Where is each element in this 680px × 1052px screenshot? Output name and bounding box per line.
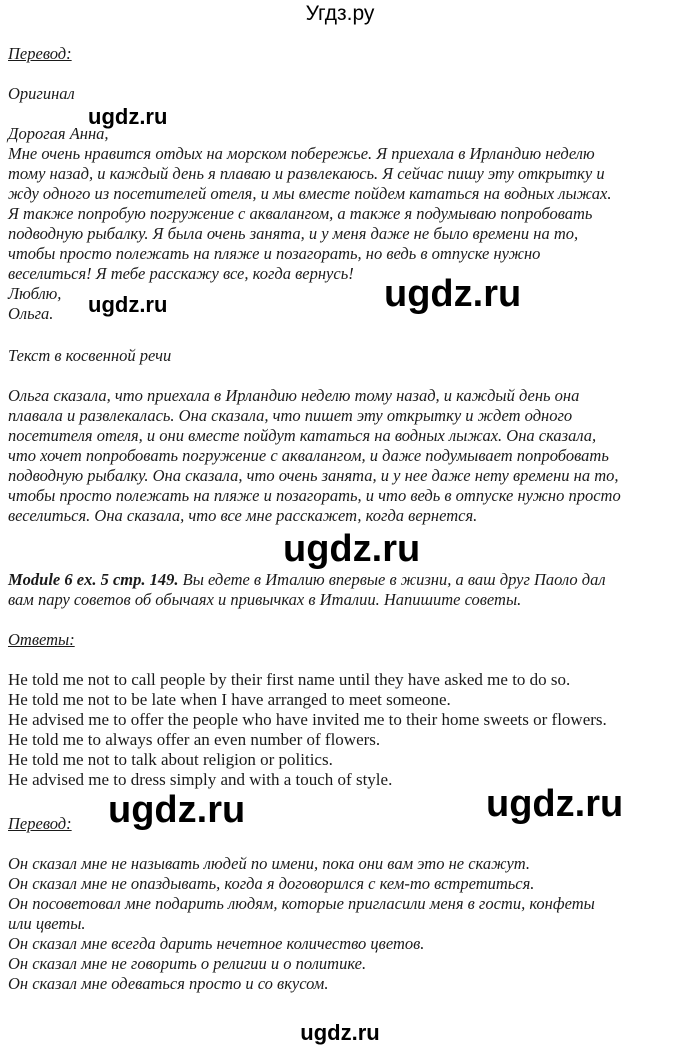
letter-line: тому назад, и каждый день я плаваю и развлекаюсь. Я сейчас пишу эту открытку и	[8, 164, 605, 183]
letter-line: Мне очень нравится отдых на морском побережье. Я приехала в Ирландию неделю	[8, 144, 595, 163]
reported-line: плавала и развлекалась. Она сказала, что пишет эту открытку и ждет одного	[8, 406, 573, 425]
reported-line: Ольга сказала, что приехала в Ирландию неделю тому назад, и каждый день она	[8, 386, 580, 405]
task-label: Module 6 ex. 5 стр. 149.	[8, 570, 179, 589]
watermark: ugdz.ru	[108, 789, 246, 831]
reported-speech-label: Текст в косвенной речи	[8, 346, 172, 365]
translation-line: Он сказал мне одеваться просто и со вкусом.	[8, 974, 329, 993]
watermark: ugdz.ru	[88, 292, 168, 317]
reported-line: веселиться. Она сказала, что все мне расскажет, когда вернется.	[8, 506, 478, 525]
translation-heading: Перевод:	[8, 814, 72, 833]
translation-line: Он посоветовал мне подарить людям, которые пригласили меня в гости, конфеты	[8, 894, 595, 913]
answer-line: He told me to always offer an even number of flowers.	[8, 730, 381, 749]
answer-line: He told me not to call people by their first name until they have asked me to do so.	[8, 670, 571, 689]
translation-line: Он сказал мне не опаздывать, когда я договорился с кем-то встретиться.	[8, 874, 535, 893]
answer-line: He told me not to be late when I have arranged to meet someone.	[8, 690, 451, 709]
site-title: Угдз.ру	[305, 2, 375, 25]
translation-line: или цветы.	[8, 914, 86, 933]
answer-line: He advised me to offer the people who have invited me to their home sweets or flowers.	[8, 710, 607, 729]
letter-line: Я также попробую погружение с аквалангом, а также я подумываю попробовать	[8, 204, 593, 223]
footer-site-mark: ugdz.ru	[300, 1020, 380, 1045]
watermark: ugdz.ru	[486, 783, 624, 825]
watermark: ugdz.ru	[283, 528, 421, 570]
letter-line: Дорогая Анна,	[8, 124, 109, 143]
reported-line: посетителя отеля, и они вместе пойдут кататься на водных лыжах. Она сказала,	[8, 426, 597, 445]
reported-line: чтобы просто полежать на пляже и позагорать, и что ведь в отпуске нужно просто	[8, 486, 621, 505]
letter-line: подводную рыбалку. Я была очень занята, и у меня даже не было времени на то,	[8, 224, 579, 243]
original-label: Оригинал	[8, 84, 75, 103]
translation-line: Он сказал мне всегда дарить нечетное количество цветов.	[8, 934, 425, 953]
letter-line: веселиться! Я тебе расскажу все, когда вернусь!	[8, 264, 354, 283]
translation-line: Он сказал мне не называть людей по имени, пока они вам это не скажут.	[8, 854, 531, 873]
task-text: Вы едете в Италию впервые в жизни, а ваш друг Паоло дал	[178, 570, 606, 589]
letter-line: жду одного из посетителей отеля, и мы вместе пойдем кататься на водных лыжах.	[8, 184, 612, 203]
reported-line: что хочет попробовать погружение с аквалангом, и даже подумывает попробовать	[8, 446, 609, 465]
translation-heading: Перевод:	[8, 44, 72, 63]
answer-line: He told me not to talk about religion or politics.	[8, 750, 333, 769]
answers-heading: Ответы:	[8, 630, 75, 649]
letter-line: Ольга.	[8, 304, 54, 323]
translation-line: Он сказал мне не говорить о религии и о политике.	[8, 954, 367, 973]
reported-line: подводную рыбалку. Она сказала, что очень занята, и у нее даже нету времени на то,	[8, 466, 619, 485]
letter-line: Люблю,	[8, 284, 62, 303]
task-line: вам пару советов об обычаях и привычках в Италии. Напишите советы.	[8, 590, 522, 609]
letter-line: чтобы просто полежать на пляже и позагорать, но ведь в отпуске нужно	[8, 244, 541, 263]
answer-line: He advised me to dress simply and with a touch of style.	[8, 770, 393, 789]
watermark: ugdz.ru	[88, 104, 168, 129]
watermark: ugdz.ru	[384, 273, 522, 315]
task-line	[8, 570, 606, 590]
